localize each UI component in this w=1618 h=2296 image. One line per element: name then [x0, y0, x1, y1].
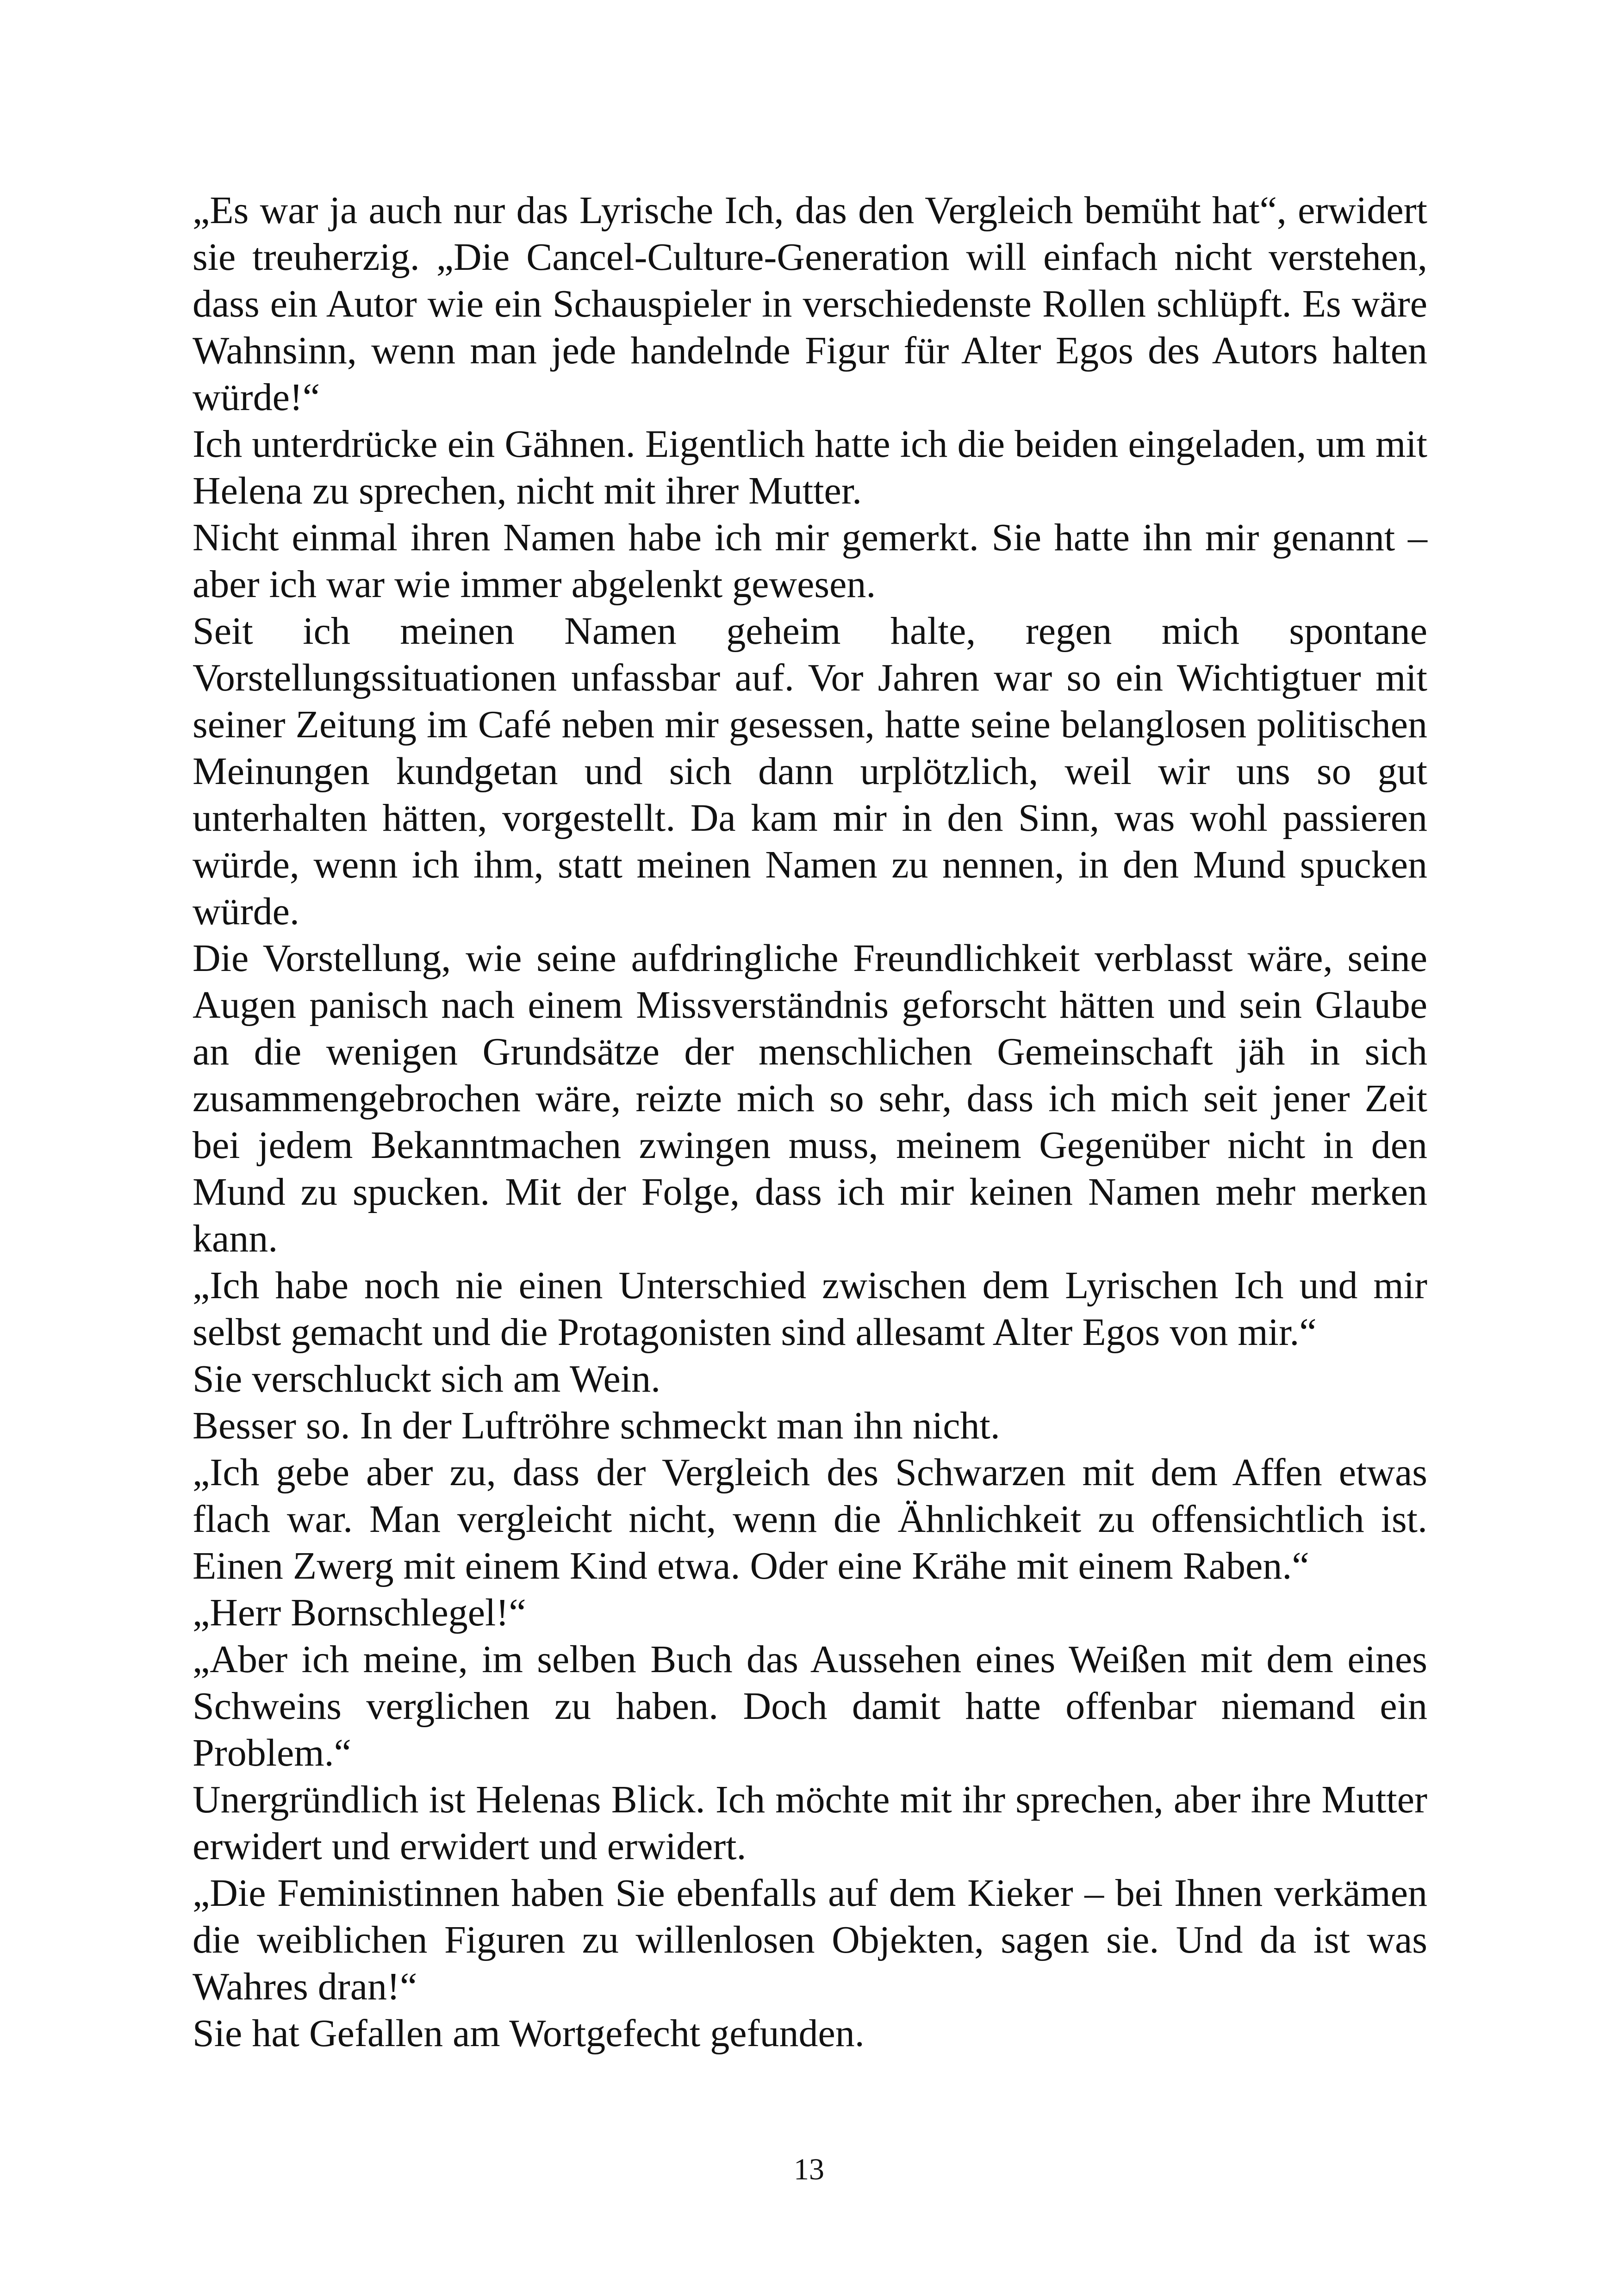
paragraph: „Aber ich meine, im selben Buch das Aussehen eines Weißen mit dem eines Schweins verglichen zu haben. Doch damit hatte offenbar niemand ein Problem.“	[193, 1638, 1427, 1774]
paragraph: Unergründlich ist Helenas Blick. Ich möchte mit ihr sprechen, aber ihre Mutter erwidert und erwidert und erwidert.	[193, 1778, 1427, 1868]
paragraph: „Ich habe noch nie einen Unterschied zwischen dem Lyrischen Ich und mir selbst gemacht und die Protagonisten sind allesamt Alter Egos von mir.“	[193, 1264, 1427, 1354]
page-number: 13	[794, 2153, 824, 2186]
paragraph: Nicht einmal ihren Namen habe ich mir gemerkt. Sie hatte ihn mir genannt – aber ich war wie immer abgelenkt gewesen.	[193, 516, 1427, 606]
paragraph: Die Vorstellung, wie seine aufdringliche Freundlichkeit verblasst wäre, seine Augen panisch nach einem Missverständnis geforscht hätten und sein Glaube an die wenigen Grundsätze der menschlichen Gemeinschaft jäh in sich zusammengebrochen wäre, reizte mich so sehr, dass ich mich seit jener Zeit bei jedem Bekanntmachen zwingen muss, meinem Gegenüber nicht in den Mund zu spucken. Mit der Folge, dass ich mir keinen Namen mehr merken kann.	[193, 937, 1427, 1260]
body-text	[193, 187, 1427, 2057]
paragraph: „Ich gebe aber zu, dass der Vergleich des Schwarzen mit dem Affen etwas flach war. Man vergleicht nicht, wenn die Ähnlichkeit zu offensichtlich ist. Einen Zwerg mit einem Kind etwa. Oder eine Krähe mit einem Raben.“	[193, 1451, 1427, 1587]
paragraph: Sie verschluckt sich am Wein.	[193, 1357, 661, 1400]
paragraph: Besser so. In der Luftröhre schmeckt man ihn nicht.	[193, 1404, 1000, 1447]
paragraph: „Es war ja auch nur das Lyrische Ich, das den Vergleich bemüht hat“, erwidert sie treuherzig. „Die Cancel-Culture-Generation will einfach nicht verstehen, dass ein Autor wie ein Schauspieler in verschiedenste Rollen schlüpft. Es wäre Wahnsinn, wenn man jede handelnde Figur für Alter Egos des Autors halten würde!“	[193, 189, 1427, 419]
paragraph: Seit ich meinen Namen geheim halte, regen mich spontane Vorstellungssituationen unfassbar auf. Vor Jahren war so ein Wichtigtuer mit seiner Zeitung im Café neben mir gesessen, hatte seine belanglosen politischen Meinungen kundgetan und sich dann urplötzlich, weil wir uns so gut unterhalten hätten, vorgestellt. Da kam mir in den Sinn, was wohl passieren würde, wenn ich ihm, statt meinen Namen zu nennen, in den Mund spucken würde.	[193, 610, 1427, 933]
paragraph: Ich unterdrücke ein Gähnen. Eigentlich hatte ich die beiden eingeladen, um mit Helena zu sprechen, nicht mit ihrer Mutter.	[193, 423, 1427, 512]
paragraph: „Die Feministinnen haben Sie ebenfalls auf dem Kieker – bei Ihnen verkämen die weiblichen Figuren zu willenlosen Objekten, sagen sie. Und da ist was Wahres dran!“	[193, 1872, 1427, 2008]
paragraph: „Herr Bornschlegel!“	[193, 1591, 526, 1634]
paragraph: Sie hat Gefallen am Wortgefecht gefunden.	[193, 2012, 865, 2055]
